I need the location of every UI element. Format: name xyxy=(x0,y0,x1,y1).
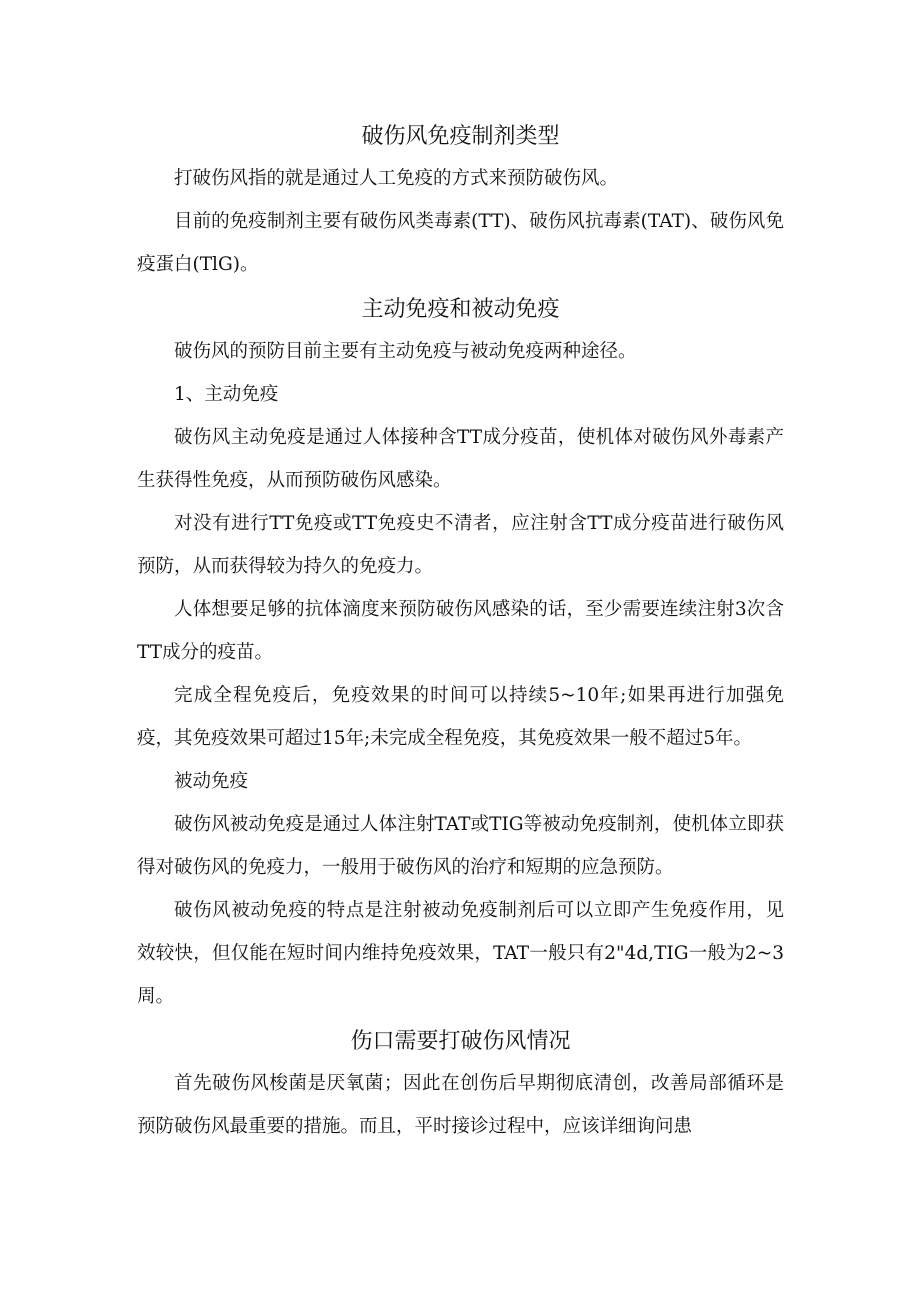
paragraph: 首先破伤风梭菌是厌氧菌；因此在创伤后早期彻底清创，改善局部循环是预防破伤风最重要的措施。而且，平时接诊过程中，应该详细询问患 xyxy=(137,1073,784,1137)
paragraph: 破伤风被动免疫的特点是注射被动免疫制剂后可以立即产生免疫作用，见效较快，但仅能在短时间内维持免疫效果，TAT一般只有2"4d,TIG一般为2~3周。 xyxy=(137,900,784,1007)
paragraph: 完成全程免疫后，免疫效果的时间可以持续5~10年;如果再进行加强免疫，其免疫效果可超过15年;未完成全程免疫，其免疫效果一般不超过5年。 xyxy=(137,685,784,749)
subheading-active-immunity: 1、主动免疫 xyxy=(174,384,279,405)
section-heading-vaccine-types: 破伤风免疫制剂类型 xyxy=(361,124,560,149)
paragraph: 目前的免疫制剂主要有破伤风类毒素(TT)、破伤风抗毒素(TAT)、破伤风免疫蛋白(TlG)。 xyxy=(137,211,784,275)
document-body xyxy=(137,117,784,1148)
paragraph: 破伤风被动免疫是通过人体注射TAT或TIG等被动免疫制剂，使机体立即获得对破伤风的免疫力，一般用于破伤风的治疗和短期的应急预防。 xyxy=(137,814,784,878)
paragraph: 打破伤风指的就是通过人工免疫的方式来预防破伤风。 xyxy=(174,168,619,189)
subheading-passive-immunity: 被动免疫 xyxy=(174,771,249,792)
section-heading-active-passive: 主动免疫和被动免疫 xyxy=(361,297,560,322)
section-heading-wound-situations: 伤口需要打破伤风情况 xyxy=(350,1029,571,1054)
paragraph: 破伤风的预防目前主要有主动免疫与被动免疫两种途径。 xyxy=(174,341,637,362)
paragraph: 破伤风主动免疫是通过人体接种含TT成分疫苗，使机体对破伤风外毒素产生获得性免疫，从而预防破伤风感染。 xyxy=(137,427,784,491)
paragraph: 对没有进行TT免疫或TT免疫史不清者，应注射含TT成分疫苗进行破伤风预防，从而获得较为持久的免疫力。 xyxy=(137,513,784,577)
paragraph: 人体想要足够的抗体滴度来预防破伤风感染的话，至少需要连续注射3次含TT成分的疫苗。 xyxy=(137,599,784,663)
